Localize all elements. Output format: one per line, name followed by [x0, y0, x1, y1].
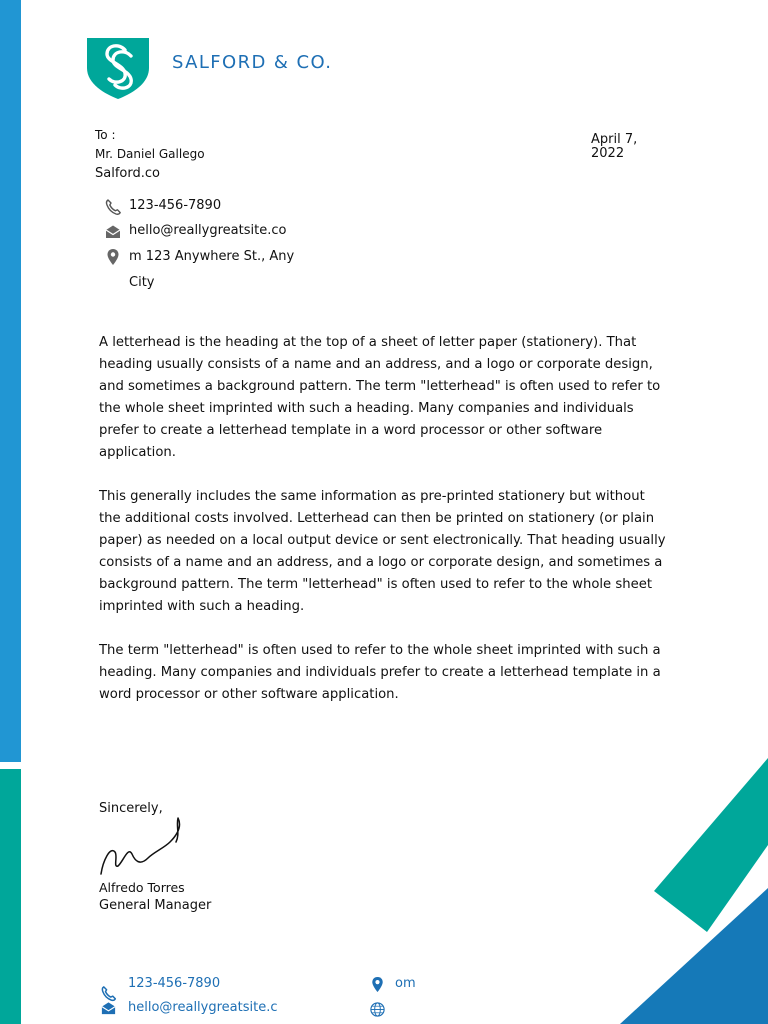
- shield-s-logo-icon: [85, 34, 151, 100]
- date-line-2: 2022: [591, 146, 625, 161]
- signature-image: [98, 816, 184, 880]
- phone-icon: [104, 198, 122, 216]
- footer-address: om: [395, 976, 416, 991]
- signer-title: General Manager: [99, 898, 212, 913]
- body-paragraph-2: This generally includes the same information as pre-printed stationery but without the additional costs involved. Letterhead can then be printed on stationery (or plain paper) as needed on a local output device or sent electronically. That heading usually consists of a name and an address, and a logo or corporate design, and sometimes a background pattern. The term "letterhead" is often used to refer to the whole sheet imprinted with such a heading.: [99, 489, 666, 614]
- to-label: To :: [95, 128, 116, 142]
- footer-email: hello@reallygreatsite.c: [128, 1000, 278, 1015]
- contact-email-text: hello@reallygreatsite.co: [129, 223, 287, 238]
- footer-envelope-icon: [100, 1000, 117, 1017]
- left-teal-bar: [0, 769, 21, 1024]
- map-pin-icon: [104, 248, 122, 266]
- company-name: SALFORD & CO.: [172, 52, 333, 73]
- body-paragraph-1: A letterhead is the heading at the top of a sheet of letter paper (stationery). That heading usually consists of a name and an address, and a logo or corporate design, and sometimes a background pattern. The term "letterhead" is often used to refer to the whole sheet imprinted with such a heading. Many companies and individuals prefer to create a letterhead template in a word processor or other software application.: [99, 335, 661, 460]
- body-paragraph-3: The term "letterhead" is often used to refer to the whole sheet imprinted with such a heading. Many companies and individuals prefer to create a letterhead template in a word processor or other software application.: [99, 643, 661, 702]
- footer-map-pin-icon: [369, 976, 386, 993]
- contact-phone-text: 123-456-7890: [129, 198, 222, 213]
- signer-block: [99, 879, 211, 915]
- contact-address-text: m 123 Anywhere St., Any: [129, 249, 295, 264]
- recipient-company: Salford.co: [95, 166, 160, 181]
- letter-date: [591, 133, 671, 161]
- recipient-block: [95, 126, 205, 183]
- signer-name: Alfredo Torres: [99, 880, 185, 895]
- date-line-1: April 7,: [591, 132, 638, 147]
- letter-body: [99, 332, 669, 728]
- envelope-icon: [104, 223, 122, 241]
- footer-phone: 123-456-7890: [128, 976, 221, 991]
- recipient-name: Mr. Daniel Gallego: [95, 147, 205, 161]
- footer-globe-icon: [369, 1001, 386, 1018]
- left-blue-bar: [0, 0, 21, 762]
- contact-address-line2-text: City: [129, 275, 155, 290]
- closing-salutation: Sincerely,: [99, 801, 163, 816]
